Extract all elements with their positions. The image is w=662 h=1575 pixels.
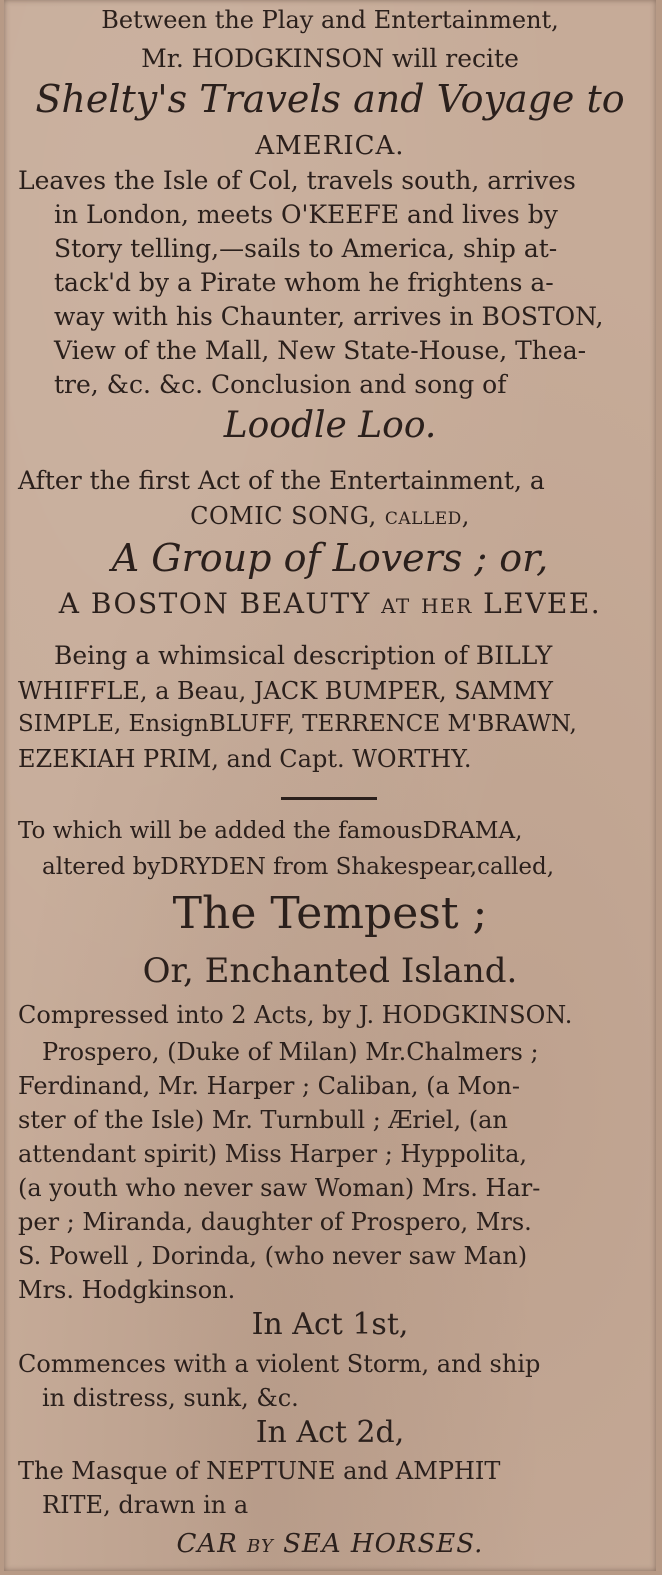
text-line: Mrs. Hodgkinson. xyxy=(18,1276,236,1304)
text-line: tre, &c. &c. Conclusion and song of xyxy=(54,370,507,399)
text-line: Commences with a violent Storm, and ship xyxy=(18,1350,541,1378)
text-line: (a youth who never saw Woman) Mrs. Har- xyxy=(18,1174,541,1202)
act-heading: In Act 2d, xyxy=(255,1415,405,1450)
text-line: in London, meets O'KEEFE and lives by xyxy=(54,200,558,229)
text-line: Prospero, (Duke of Milan) Mr.Chalmers ; xyxy=(42,1038,539,1066)
text-line: WHIFFLE, a Beau, JACK BUMPER, SAMMY xyxy=(18,677,553,705)
text-line: S. Powell , Dorinda, (who never saw Man) xyxy=(18,1242,528,1270)
text-line: altered byDRYDEN from Shakespear,called, xyxy=(42,854,555,880)
text-line: Compressed into 2 Acts, by J. HODGKINSON. xyxy=(18,1001,573,1029)
headline-group-of-lovers: A Group of Lovers ; or, xyxy=(111,536,549,580)
text-line: EZEKIAH PRIM, and Capt. WORTHY. xyxy=(18,745,472,773)
playbill-clipping xyxy=(4,0,656,1571)
text-line: Story telling,—sails to America, ship at- xyxy=(54,234,558,263)
text-line: per ; Miranda, daughter of Prospero, Mrs. xyxy=(18,1208,532,1236)
text-line: To which will be added the famousDRAMA, xyxy=(18,818,523,844)
text-line: The Masque of NEPTUNE and AMPHIT xyxy=(18,1457,501,1485)
text-line: SIMPLE, EnsignBLUFF, TERRENCE M'BRAWN, xyxy=(18,711,577,737)
text-line: Between the Play and Entertainment, xyxy=(101,6,559,34)
text-line: Ferdinand, Mr. Harper ; Caliban, (a Mon- xyxy=(18,1072,520,1100)
text-line: View of the Mall, New State-House, Thea- xyxy=(54,336,587,365)
headline-shelty: Shelty's Travels and Voyage to xyxy=(35,77,625,121)
subheadline-boston-beauty: A BOSTON BEAUTY at her LEVEE. xyxy=(58,587,602,620)
text-line: Leaves the Isle of Col, travels south, arrives xyxy=(18,166,576,195)
text-line: COMIC SONG, called, xyxy=(190,502,470,530)
section-divider xyxy=(281,797,377,800)
text-line: way with his Chaunter, arrives in BOSTON, xyxy=(54,302,604,331)
headline-loodle-loo: Loodle Loo. xyxy=(223,405,437,446)
text-line: tack'd by a Pirate whom he frightens a- xyxy=(54,268,554,297)
headline-the-tempest: The Tempest ; xyxy=(172,888,488,939)
text-line: RITE, drawn in a xyxy=(42,1491,249,1519)
text-line: After the first Act of the Entertainment, a xyxy=(18,466,545,495)
text-line: attendant spirit) Miss Harper ; Hyppolita, xyxy=(18,1140,528,1168)
text-line: ster of the Isle) Mr. Turnbull ; Æriel, (an xyxy=(18,1106,508,1134)
headline-enchanted-island: Or, Enchanted Island. xyxy=(142,951,518,991)
act-heading: In Act 1st, xyxy=(251,1307,409,1342)
text-line: Being a whimsical description of BILLY xyxy=(54,641,553,670)
text-line: in distress, sunk, &c. xyxy=(42,1384,299,1412)
text-line: Mr. HODGKINSON will recite xyxy=(141,44,519,73)
text-line: CAR by SEA HORSES. xyxy=(176,1529,484,1559)
text-line: AMERICA. xyxy=(255,131,405,161)
